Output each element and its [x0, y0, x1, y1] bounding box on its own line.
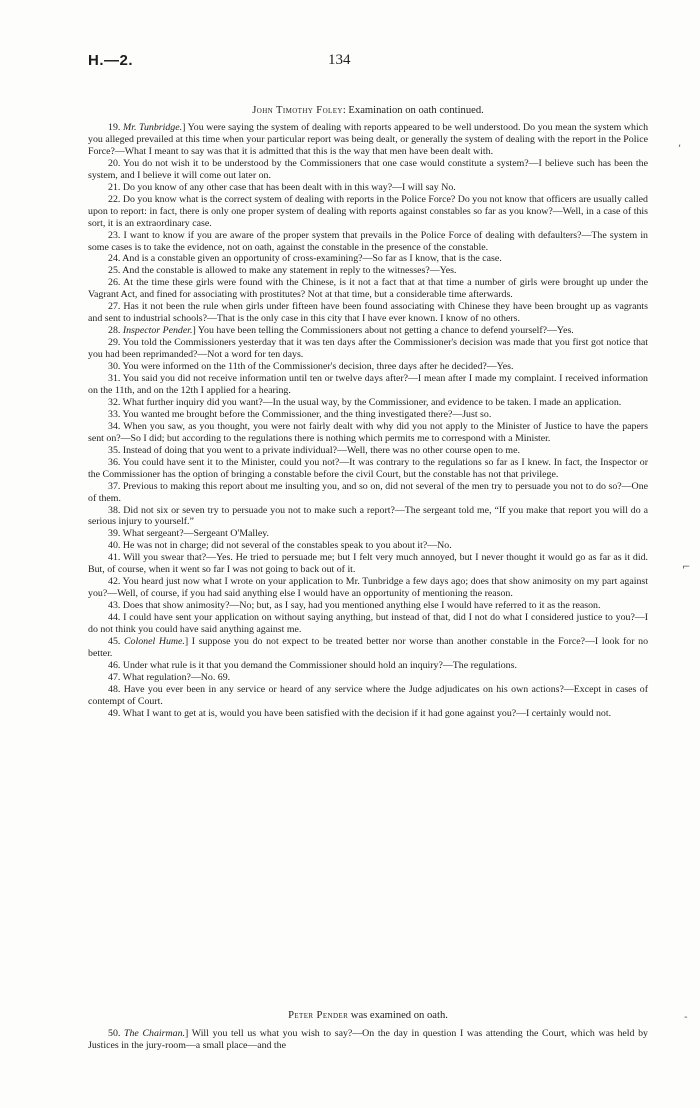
question-paragraph [88, 325, 648, 337]
question-number: 25. [108, 265, 123, 277]
question-number: 38. [108, 504, 124, 516]
question-text: And the constable is allowed to make any statement in reply to the witnesses?—Yes. [122, 265, 457, 277]
question-paragraph [88, 230, 648, 254]
margin-mark: ⌐ [682, 562, 691, 573]
page-header [88, 52, 648, 76]
question-text: You wanted me brought before the Commissioner, and the thing investigated there?—Just so. [122, 408, 492, 420]
question-text: Previous to making this report about me insulting you, and so on, did not several of the men try to persuade you not to do so?—One of them. [88, 480, 649, 504]
question-text: You said you did not receive information until ten or twelve days after?—I mean after I made my complaint. I received information on the 11th, and on the 12th I applied for a hearing. [88, 373, 648, 396]
question-text: ] You were saying the system of dealing with reports appeared to be well understood. Do you mean the system which you alleged prevailed at this time when your particular report was being dealt, or generally the system of dealing with the report in the Police Force?—What I meant to say was that it is admitted that this is the way that men have been dealt with. [88, 122, 649, 157]
question-number: 28. [108, 325, 123, 337]
question-text: What I want to get at is, would you have been satisfied with the decision if it had gone against you?—I certainly would not. [122, 707, 612, 719]
question-number: 24. [108, 253, 123, 265]
question-number: 42. [108, 576, 123, 588]
question-paragraph [88, 253, 648, 265]
question-text: At the time these girls were found with the Chinese, is it not a fact that at that time a number of girls were brought up under the Vagrant Act, and fined for associating with prostitutes? Not at that time, but a considerable time afterwards. [88, 277, 648, 301]
question-number: 33. [108, 408, 123, 420]
question-number: 48. [108, 683, 124, 695]
question-number: 35. [108, 444, 123, 456]
question-paragraph [88, 684, 648, 708]
question-paragraph [88, 337, 648, 361]
question-text: He was not in charge; did not several of the constables speak to you about it?—No. [122, 540, 452, 552]
question-number: 30. [108, 361, 123, 373]
question-text: You could have sent it to the Minister, could you not?—It was contrary to the regulations so far as I knew. In fact, the Inspector or the Commissioner has the option of bringing a constable before the civil Court, but the constable has not that privilege. [88, 456, 649, 480]
question-paragraph [88, 194, 648, 230]
question-paragraph [88, 576, 648, 600]
question-paragraph [88, 301, 648, 325]
speaker-name: Colonel Hume. [123, 635, 185, 647]
question-text: I could have sent your application on without saying anything, but instead of that, did I not do what I considered justice to you?—I do not think you could have said anything against me. [88, 612, 648, 636]
question-number: 47. [108, 671, 123, 683]
question-number: 32. [108, 396, 123, 408]
witness-name: Peter Pender [288, 1010, 349, 1021]
question-number: 45. [108, 635, 124, 647]
question-paragraph [88, 361, 648, 373]
question-text: What further inquiry did you want?—In the usual way, by the Commissioner, and evidence to be taken. I made an application. [122, 396, 622, 408]
question-paragraph [88, 505, 648, 529]
question-paragraph [88, 660, 648, 672]
question-number: 40. [108, 540, 123, 552]
question-number: 46. [108, 659, 123, 671]
question-number: 39. [108, 528, 123, 540]
question-paragraph [88, 397, 648, 409]
question-text: You do not wish it to be understood by the Commissioners that one case would constitute a system?—I believe such has been the system, and I believe it will come out later on. [88, 157, 648, 181]
speaker-name: Mr. Tunbridge. [122, 122, 183, 133]
question-text: ] You have been telling the Commissioners about not getting a chance to defend yourself?—Yes. [192, 325, 574, 337]
section-heading-foley [88, 104, 648, 118]
question-paragraph [88, 672, 648, 684]
heading-rest: was examined on oath. [348, 1010, 448, 1021]
question-number: 34. [108, 420, 124, 432]
question-number: 26. [108, 277, 124, 289]
question-paragraph [88, 158, 648, 182]
examination-body-pender [88, 1028, 648, 1052]
question-number: 27. [108, 301, 124, 313]
question-paragraph [88, 540, 648, 552]
question-paragraph [88, 481, 648, 505]
question-number: 44. [108, 612, 124, 624]
speaker-name: The Chairman. [124, 1028, 185, 1039]
question-text: Instead of doing that you went to a private individual?—Well, there was no other course open to me. [122, 444, 520, 456]
question-text: When you saw, as you thought, you were not fairly dealt with why did you not apply to the Minister of Justice to have the papers sent on?—So I did; but according to the regulations there is nothing which permits me to correspond with a Minister. [88, 420, 648, 444]
question-text: I want to know if you are aware of the proper system that prevails in the Police Force of dealing with defaulters?—The system in some cases is to take the evidence, not on oath, against the constable in the presence of the constable. [88, 229, 648, 253]
question-paragraph [88, 182, 648, 194]
speaker-name: Inspector Pender. [122, 325, 193, 337]
question-paragraph [88, 457, 648, 481]
question-text: Do you know what is the correct system of dealing with reports in the Police Force? Do you not know that officers are usually called upon to report: in fact, there is only one proper system of dealing with reports against constables so far as you know?—Well, in a case of this sort, it is an extraordinary case. [88, 193, 648, 229]
question-number: 50. [108, 1028, 124, 1039]
question-text: You heard just now what I wrote on your application to Mr. Tunbridge a few days ago; does that show animosity on my part against you?—Well, of course, if you had said anything else I would have an opportunity of mentioning the reason. [88, 576, 648, 600]
question-paragraph [88, 409, 648, 421]
question-text: Do you know of any other case that has been dealt with in this way?—I will say No. [122, 181, 456, 193]
margin-mark: - [684, 1012, 688, 1023]
witness-name: John Timothy Foley [252, 105, 343, 116]
document-code: H.—2. [88, 52, 134, 69]
question-text: What sergeant?—Sergeant O'Malley. [122, 528, 270, 540]
examination-body-foley [88, 122, 648, 720]
question-text: Does that show animosity?—No; but, as I say, had you mentioned anything else I would have referred to it as the reason. [122, 600, 601, 612]
question-number: 21. [108, 181, 123, 193]
question-text: And is a constable given an opportunity of cross-examining?—So far as I know, that is the case. [122, 253, 502, 265]
question-paragraph [88, 528, 648, 540]
question-number: 23. [108, 229, 124, 241]
question-paragraph [88, 265, 648, 277]
question-text: You were informed on the 11th of the Commissioner's decision, three days after he decided?—Yes. [122, 361, 514, 373]
question-text: You told the Commissioners yesterday that it was ten days after the Commissioner's decision was made that you first got notice that you had been reprimanded?—Not a word for ten days. [88, 337, 649, 361]
question-number: 41. [108, 552, 124, 564]
question-text: Under what rule is it that you demand the Commissioner should hold an inquiry?—The regulations. [122, 659, 517, 671]
question-paragraph [88, 552, 648, 576]
question-paragraph [88, 708, 648, 720]
question-text: Did not six or seven try to persuade you not to make such a report?—The sergeant told me, “If you make that report you will do a serious injury to yourself.” [88, 504, 649, 528]
question-text: Will you swear that?—Yes. He tried to persuade me; but I felt very much annoyed, but I never thought it would go as far as it did. But, of course, when it went so far I was not going to back out of it. [88, 552, 648, 576]
question-number: 31. [108, 373, 123, 385]
question-text: Has it not been the rule when girls under fifteen have been found associating with Chinese they have been brought up as vagrants and sent to industrial schools?—That is the only case in this city that I have ever known. I know of no others. [88, 301, 648, 325]
question-paragraph [88, 600, 648, 612]
page-number: 134 [328, 52, 351, 68]
question-number: 43. [108, 600, 123, 612]
question-number: 36. [108, 456, 123, 468]
question-paragraph [88, 1028, 648, 1052]
question-number: 49. [108, 707, 123, 719]
question-number: 19. [108, 122, 123, 133]
question-number: 22. [108, 193, 123, 205]
heading-rest: : Examination on oath continued. [342, 105, 484, 116]
question-number: 20. [108, 157, 124, 169]
question-paragraph [88, 122, 648, 158]
margin-mark: , [678, 138, 682, 149]
question-text: ] I suppose you do not expect to be treated better nor worse than another constable in the Force?—I look for no better. [88, 635, 649, 659]
question-text: What regulation?—No. 69. [122, 671, 231, 683]
question-paragraph [88, 445, 648, 457]
section-heading-pender [88, 1009, 648, 1023]
question-paragraph [88, 636, 648, 660]
question-paragraph [88, 421, 648, 445]
question-paragraph [88, 277, 648, 301]
question-text: ] Will you tell us what you wish to say?—On the day in question I was attending the Court, which was held by Justices in the jury-room—a small place—and the [88, 1028, 648, 1051]
question-text: Have you ever been in any service or heard of any service where the Judge adjudicates on his own actions?—Except in cases of contempt of Court. [88, 683, 648, 707]
question-number: 29. [108, 337, 123, 349]
question-paragraph [88, 373, 648, 397]
question-paragraph [88, 612, 648, 636]
question-number: 37. [108, 480, 123, 492]
